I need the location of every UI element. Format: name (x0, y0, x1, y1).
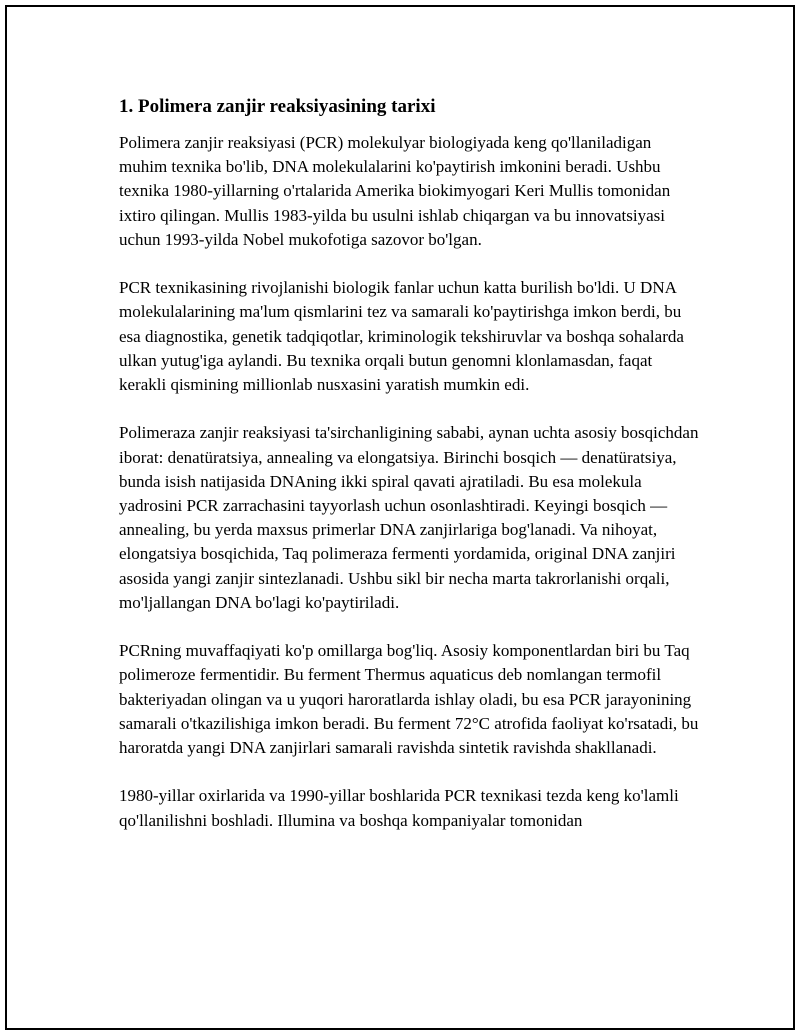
paragraph-stages: Polimeraza zanjir reaksiyasi ta'sirchanligining sababi, aynan uchta asosiy bosqichdan iborat: denatüratsiya, annealing va elongatsiya. Birinchi bosqich — denatüratsiya, bunda isish natijasida DNAning ikki spiral qavati ajratiladi. Bu esa molekula yadrosini PCR zarrachasini tayyorlash uchun osonlashtiradi. Keyingi bosqich — annealing, bu yerda maxsus primerlar DNA zanjirlariga bog'lanadi. Va nihoyat, elongatsiya bosqichida, Taq polimeraza fermenti yordamida, original DNA zanjiri asosida yangi zanjir sintezlanadi. Ushbu sikl bir necha marta takrorlanishi orqali, mo'ljallangan DNA bo'lagi ko'paytiriladi. (119, 423, 699, 612)
paragraph-taq-polymerase: PCRning muvaffaqiyati ko'p omillarga bog'liq. Asosiy komponentlardan biri bu Taq polimeroze fermentidir. Bu ferment Thermus aquaticus deb nomlangan termofil bakteriyadan olingan va u yuqori haroratlarda ishlay oladi, bu esa PCR jarayonining samarali o'tkazilishiga imkon beradi. Bu ferment 72°C atrofida faoliyat ko'rsatadi, bu haroratda yangi DNA zanjirlari samarali ravishda sintetik ravishda shakllanadi. (119, 641, 699, 758)
document-content (119, 93, 699, 857)
paragraph-adoption: 1980-yillar oxirlarida va 1990-yillar boshlarida PCR texnikasi tezda keng ko'lamli qo'llanilishni boshladi. Illumina va boshqa kompaniyalar tomonidan (119, 786, 679, 830)
section-heading: 1. Polimera zanjir reaksiyasining tarixi (119, 96, 436, 117)
paragraph-history: Polimera zanjir reaksiyasi (PCR) molekulyar biologiyada keng qo'llaniladigan muhim texnika bo'lib, DNA molekulalarini ko'paytirish imkonini beradi. Ushbu texnika 1980-yillarning o'rtalarida Amerika biokimyogari Keri Mullis tomonidan ixtiro qilingan. Mullis 1983-yilda bu usulni ishlab chiqargan va bu innovatsiyasi uchun 1993-yilda Nobel mukofotiga sazovor bo'lgan. (119, 133, 671, 249)
document-page (5, 5, 795, 1030)
paragraph-development: PCR texnikasining rivojlanishi biologik fanlar uchun katta burilish bo'ldi. U DNA molekulalarining ma'lum qismlarini tez va samarali ko'paytirishga imkon berdi, bu esa diagnostika, genetik tadqiqotlar, kriminologik tekshiruvlar va boshqa sohalarda ulkan yutug'iga aylandi. Bu texnika orqali butun genomni klonlamasdan, faqat kerakli qismining millionlab nusxasini yaratish mumkin edi. (119, 278, 684, 395)
